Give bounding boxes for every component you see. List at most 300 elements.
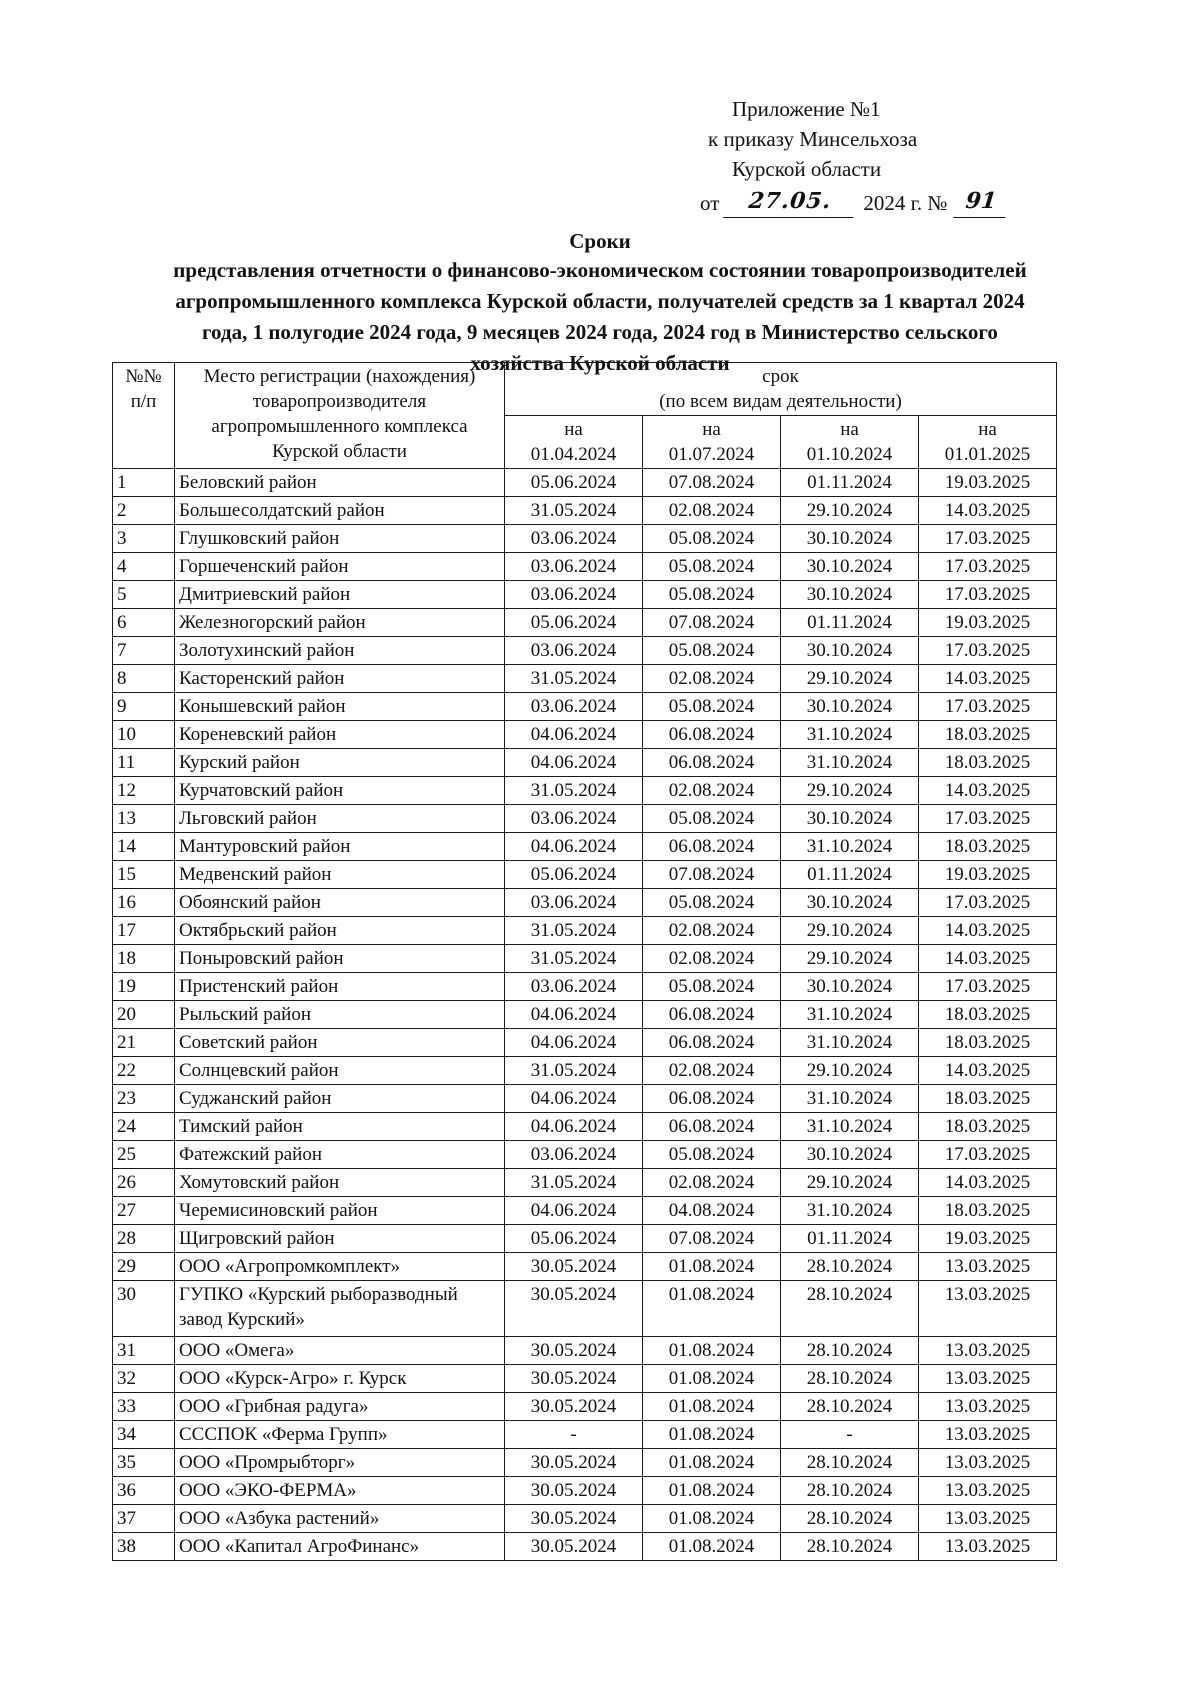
cell-d2: 02.08.2024	[643, 945, 781, 973]
cell-d2: 05.08.2024	[643, 805, 781, 833]
cell-d3: 30.10.2024	[781, 637, 919, 665]
cell-d3: 28.10.2024	[781, 1253, 919, 1281]
table-row	[113, 665, 1057, 693]
cell-d4: 17.03.2025	[919, 693, 1057, 721]
header-deadline-line-1: срок	[762, 366, 799, 387]
cell-name: Пристенский район	[175, 973, 505, 1001]
date-label: от	[700, 191, 720, 215]
cell-name: Солнцевский район	[175, 1057, 505, 1085]
cell-d4: 13.03.2025	[919, 1253, 1057, 1281]
cell-d4: 17.03.2025	[919, 581, 1057, 609]
cell-d1: 05.06.2024	[505, 861, 643, 889]
cell-num: 19	[113, 973, 175, 1001]
header-deadline-group	[505, 363, 1057, 416]
cell-d1: 30.05.2024	[505, 1365, 643, 1393]
table-row	[113, 609, 1057, 637]
cell-d4: 19.03.2025	[919, 1225, 1057, 1253]
cell-name: Обоянский район	[175, 889, 505, 917]
cell-d3: 29.10.2024	[781, 1169, 919, 1197]
cell-d2: 05.08.2024	[643, 637, 781, 665]
cell-d1: 30.05.2024	[505, 1449, 643, 1477]
cell-d4: 19.03.2025	[919, 469, 1057, 497]
cell-name: Щигровский район	[175, 1225, 505, 1253]
cell-d4: 19.03.2025	[919, 609, 1057, 637]
cell-num: 33	[113, 1393, 175, 1421]
order-date-line	[700, 186, 1120, 218]
cell-d3: 28.10.2024	[781, 1393, 919, 1421]
table-row	[113, 553, 1057, 581]
cell-num: 38	[113, 1533, 175, 1561]
cell-name: ООО «Капитал АгроФинанс»	[175, 1533, 505, 1561]
cell-d1: 04.06.2024	[505, 1085, 643, 1113]
cell-name: ГУПКО «Курский рыборазводный завод Курский»	[175, 1281, 505, 1337]
approval-header	[700, 94, 1120, 218]
cell-name: Мантуровский район	[175, 833, 505, 861]
cell-d2: 02.08.2024	[643, 497, 781, 525]
table-row	[113, 1029, 1057, 1057]
cell-d4: 17.03.2025	[919, 889, 1057, 917]
table-row	[113, 749, 1057, 777]
document-subtitle-line-2: агропромышленного комплекса Курской области, получателей средств за 1 квартал 2024	[175, 289, 1025, 313]
cell-d2: 06.08.2024	[643, 1029, 781, 1057]
cell-d3: 31.10.2024	[781, 1113, 919, 1141]
cell-d2: 02.08.2024	[643, 1169, 781, 1197]
cell-name: ООО «Грибная радуга»	[175, 1393, 505, 1421]
cell-d4: 13.03.2025	[919, 1533, 1057, 1561]
cell-name: Конышевский район	[175, 693, 505, 721]
header-date-3-prefix: на	[840, 419, 859, 440]
cell-d4: 14.03.2025	[919, 945, 1057, 973]
cell-d3: 29.10.2024	[781, 665, 919, 693]
cell-name: Фатежский район	[175, 1141, 505, 1169]
cell-d1: 30.05.2024	[505, 1281, 643, 1337]
cell-d1: 05.06.2024	[505, 469, 643, 497]
table-row	[113, 1113, 1057, 1141]
cell-name: Железногорский район	[175, 609, 505, 637]
cell-num: 3	[113, 525, 175, 553]
cell-d1: 03.06.2024	[505, 553, 643, 581]
cell-num: 10	[113, 721, 175, 749]
cell-name: Черемисиновский район	[175, 1197, 505, 1225]
cell-d2: 06.08.2024	[643, 1113, 781, 1141]
cell-d3: 30.10.2024	[781, 973, 919, 1001]
table-row	[113, 833, 1057, 861]
cell-d4: 18.03.2025	[919, 1197, 1057, 1225]
table-row	[113, 1085, 1057, 1113]
cell-d2: 05.08.2024	[643, 525, 781, 553]
cell-d2: 01.08.2024	[643, 1253, 781, 1281]
cell-d3: 31.10.2024	[781, 833, 919, 861]
cell-d3: 29.10.2024	[781, 1057, 919, 1085]
header-place	[175, 363, 505, 469]
cell-d2: 05.08.2024	[643, 973, 781, 1001]
cell-d1: 31.05.2024	[505, 665, 643, 693]
cell-d4: 19.03.2025	[919, 861, 1057, 889]
cell-d2: 05.08.2024	[643, 553, 781, 581]
table-row	[113, 1477, 1057, 1505]
cell-d3: 31.10.2024	[781, 749, 919, 777]
cell-d1: 03.06.2024	[505, 805, 643, 833]
cell-d3: 30.10.2024	[781, 553, 919, 581]
cell-d1: 31.05.2024	[505, 917, 643, 945]
table-row	[113, 1365, 1057, 1393]
cell-d3: 28.10.2024	[781, 1337, 919, 1365]
cell-d2: 07.08.2024	[643, 861, 781, 889]
cell-d1: 05.06.2024	[505, 1225, 643, 1253]
cell-name: Дмитриевский район	[175, 581, 505, 609]
cell-d4: 13.03.2025	[919, 1421, 1057, 1449]
header-place-line-4: Курской области	[272, 441, 407, 462]
cell-d3: 30.10.2024	[781, 693, 919, 721]
cell-num: 36	[113, 1477, 175, 1505]
cell-d3: 28.10.2024	[781, 1505, 919, 1533]
table-row	[113, 1057, 1057, 1085]
cell-num: 4	[113, 553, 175, 581]
table-row	[113, 805, 1057, 833]
cell-d2: 04.08.2024	[643, 1197, 781, 1225]
cell-name: ООО «ЭКО-ФЕРМА»	[175, 1477, 505, 1505]
cell-d1: 04.06.2024	[505, 1029, 643, 1057]
cell-d4: 17.03.2025	[919, 525, 1057, 553]
year-label: 2024 г. №	[863, 191, 948, 215]
cell-d2: 01.08.2024	[643, 1337, 781, 1365]
cell-d1: 31.05.2024	[505, 1057, 643, 1085]
cell-name: Большесолдатский район	[175, 497, 505, 525]
table-body	[113, 469, 1057, 1561]
cell-d2: 06.08.2024	[643, 1085, 781, 1113]
cell-num: 1	[113, 469, 175, 497]
header-row-number	[113, 363, 175, 469]
header-date-column-4	[919, 416, 1057, 469]
cell-d3: 31.10.2024	[781, 1197, 919, 1225]
cell-d2: 06.08.2024	[643, 833, 781, 861]
cell-num: 11	[113, 749, 175, 777]
cell-d3: 28.10.2024	[781, 1477, 919, 1505]
table-row	[113, 637, 1057, 665]
header-deadline-line-2: (по всем видам деятельности)	[659, 391, 902, 412]
cell-d3: 28.10.2024	[781, 1449, 919, 1477]
cell-name: Глушковский район	[175, 525, 505, 553]
cell-name: Горшеченский район	[175, 553, 505, 581]
header-date-1-prefix: на	[564, 419, 583, 440]
cell-name: ООО «Курск-Агро» г. Курск	[175, 1365, 505, 1393]
cell-d3: 30.10.2024	[781, 581, 919, 609]
cell-num: 22	[113, 1057, 175, 1085]
cell-d2: 06.08.2024	[643, 749, 781, 777]
cell-d3: 28.10.2024	[781, 1533, 919, 1561]
cell-name: Золотухинский район	[175, 637, 505, 665]
cell-d2: 01.08.2024	[643, 1393, 781, 1421]
header-date-4-value: 01.01.2025	[944, 444, 1031, 465]
cell-d1: 30.05.2024	[505, 1337, 643, 1365]
cell-d1: 30.05.2024	[505, 1505, 643, 1533]
cell-d4: 13.03.2025	[919, 1505, 1057, 1533]
cell-d1: -	[505, 1421, 643, 1449]
cell-d2: 02.08.2024	[643, 665, 781, 693]
cell-num: 13	[113, 805, 175, 833]
cell-d4: 18.03.2025	[919, 749, 1057, 777]
cell-num: 24	[113, 1113, 175, 1141]
cell-name: Поныровский район	[175, 945, 505, 973]
cell-num: 14	[113, 833, 175, 861]
cell-d4: 17.03.2025	[919, 1141, 1057, 1169]
handwritten-date: 27.05.	[724, 186, 857, 218]
cell-name: ООО «Агропромкомплект»	[175, 1253, 505, 1281]
cell-d2: 05.08.2024	[643, 889, 781, 917]
table-row	[113, 581, 1057, 609]
table-row	[113, 1449, 1057, 1477]
cell-d4: 17.03.2025	[919, 553, 1057, 581]
cell-d1: 31.05.2024	[505, 777, 643, 805]
table-row	[113, 945, 1057, 973]
table-head	[113, 363, 1057, 469]
cell-num: 9	[113, 693, 175, 721]
header-row-number-line-1: №№	[125, 366, 162, 387]
cell-d1: 30.05.2024	[505, 1477, 643, 1505]
cell-name: ООО «Промрыбторг»	[175, 1449, 505, 1477]
cell-d2: 01.08.2024	[643, 1365, 781, 1393]
cell-name: ООО «Азбука растений»	[175, 1505, 505, 1533]
table-row	[113, 1253, 1057, 1281]
cell-d2: 01.08.2024	[643, 1449, 781, 1477]
cell-d2: 02.08.2024	[643, 917, 781, 945]
cell-num: 28	[113, 1225, 175, 1253]
cell-d3: 30.10.2024	[781, 889, 919, 917]
cell-d1: 03.06.2024	[505, 973, 643, 1001]
cell-d4: 13.03.2025	[919, 1449, 1057, 1477]
document-title-block	[100, 228, 1100, 378]
cell-d3: -	[781, 1421, 919, 1449]
document-subtitle-line-3: года, 1 полугодие 2024 года, 9 месяцев 2024 года, 2024 год в Министерство сельского	[202, 320, 998, 344]
table-row	[113, 1393, 1057, 1421]
table-row	[113, 1225, 1057, 1253]
table-row	[113, 973, 1057, 1001]
cell-name: СССПОК «Ферма Групп»	[175, 1421, 505, 1449]
header-date-column-1	[505, 416, 643, 469]
cell-name: Хомутовский район	[175, 1169, 505, 1197]
cell-d3: 01.11.2024	[781, 469, 919, 497]
cell-d1: 03.06.2024	[505, 637, 643, 665]
table-row	[113, 525, 1057, 553]
cell-num: 30	[113, 1281, 175, 1337]
cell-d1: 04.06.2024	[505, 833, 643, 861]
cell-d2: 07.08.2024	[643, 1225, 781, 1253]
cell-d2: 06.08.2024	[643, 1001, 781, 1029]
table-row	[113, 497, 1057, 525]
order-region-line: Курской области	[732, 157, 882, 181]
header-date-1-value: 01.04.2024	[530, 444, 617, 465]
cell-d4: 18.03.2025	[919, 1029, 1057, 1057]
cell-name: Курчатовский район	[175, 777, 505, 805]
cell-d3: 01.11.2024	[781, 861, 919, 889]
cell-d4: 18.03.2025	[919, 1001, 1057, 1029]
cell-name: Льговский район	[175, 805, 505, 833]
document-subtitle-line-1: представления отчетности о финансово-экономическом состоянии товаропроизводителей	[173, 258, 1027, 282]
table-row	[113, 889, 1057, 917]
cell-num: 20	[113, 1001, 175, 1029]
deadlines-table	[112, 362, 1057, 1561]
cell-d4: 18.03.2025	[919, 721, 1057, 749]
cell-num: 6	[113, 609, 175, 637]
cell-d1: 03.06.2024	[505, 1141, 643, 1169]
cell-d4: 13.03.2025	[919, 1365, 1057, 1393]
header-date-3-value: 01.10.2024	[806, 444, 893, 465]
cell-d3: 28.10.2024	[781, 1281, 919, 1337]
cell-d4: 18.03.2025	[919, 1085, 1057, 1113]
cell-name: Кореневский район	[175, 721, 505, 749]
header-date-4-prefix: на	[978, 419, 997, 440]
cell-name: Медвенский район	[175, 861, 505, 889]
table-row	[113, 1141, 1057, 1169]
cell-num: 16	[113, 889, 175, 917]
cell-d4: 13.03.2025	[919, 1337, 1057, 1365]
table-row	[113, 861, 1057, 889]
header-date-2-value: 01.07.2024	[668, 444, 755, 465]
cell-d4: 14.03.2025	[919, 665, 1057, 693]
cell-d3: 01.11.2024	[781, 609, 919, 637]
deadlines-table-wrapper	[112, 362, 1056, 1561]
cell-d2: 06.08.2024	[643, 721, 781, 749]
cell-d4: 14.03.2025	[919, 1057, 1057, 1085]
header-row-number-line-2: п/п	[130, 391, 157, 412]
cell-d4: 17.03.2025	[919, 973, 1057, 1001]
appendix-number: Приложение №1	[732, 97, 881, 121]
cell-name: Рыльский район	[175, 1001, 505, 1029]
cell-d4: 14.03.2025	[919, 497, 1057, 525]
cell-d1: 03.06.2024	[505, 581, 643, 609]
cell-d3: 29.10.2024	[781, 497, 919, 525]
table-row	[113, 469, 1057, 497]
cell-d1: 31.05.2024	[505, 945, 643, 973]
cell-d4: 13.03.2025	[919, 1393, 1057, 1421]
cell-d3: 30.10.2024	[781, 1141, 919, 1169]
cell-d3: 29.10.2024	[781, 917, 919, 945]
table-row	[113, 1337, 1057, 1365]
header-date-column-2	[643, 416, 781, 469]
cell-d1: 31.05.2024	[505, 497, 643, 525]
table-row	[113, 693, 1057, 721]
cell-d2: 01.08.2024	[643, 1421, 781, 1449]
cell-name: Беловский район	[175, 469, 505, 497]
table-row	[113, 1169, 1057, 1197]
cell-name: Октябрьский район	[175, 917, 505, 945]
cell-d3: 29.10.2024	[781, 945, 919, 973]
cell-d4: 14.03.2025	[919, 777, 1057, 805]
table-row	[113, 1505, 1057, 1533]
cell-d2: 02.08.2024	[643, 777, 781, 805]
cell-d3: 29.10.2024	[781, 777, 919, 805]
table-row	[113, 721, 1057, 749]
cell-d1: 04.06.2024	[505, 721, 643, 749]
cell-num: 21	[113, 1029, 175, 1057]
header-date-column-3	[781, 416, 919, 469]
table-row	[113, 1197, 1057, 1225]
cell-num: 31	[113, 1337, 175, 1365]
cell-d1: 04.06.2024	[505, 749, 643, 777]
table-row	[113, 917, 1057, 945]
table-row	[113, 1281, 1057, 1337]
cell-num: 23	[113, 1085, 175, 1113]
cell-num: 35	[113, 1449, 175, 1477]
cell-d3: 01.11.2024	[781, 1225, 919, 1253]
cell-d1: 03.06.2024	[505, 525, 643, 553]
cell-d3: 30.10.2024	[781, 525, 919, 553]
cell-d3: 30.10.2024	[781, 805, 919, 833]
cell-d2: 01.08.2024	[643, 1477, 781, 1505]
header-date-2-prefix: на	[702, 419, 721, 440]
cell-d1: 04.06.2024	[505, 1113, 643, 1141]
cell-d4: 17.03.2025	[919, 805, 1057, 833]
cell-num: 37	[113, 1505, 175, 1533]
cell-d4: 14.03.2025	[919, 917, 1057, 945]
cell-d3: 31.10.2024	[781, 1001, 919, 1029]
cell-d1: 04.06.2024	[505, 1197, 643, 1225]
cell-d4: 17.03.2025	[919, 637, 1057, 665]
handwritten-order-number: 91	[954, 186, 1009, 218]
cell-d3: 28.10.2024	[781, 1365, 919, 1393]
cell-num: 5	[113, 581, 175, 609]
cell-name: Советский район	[175, 1029, 505, 1057]
cell-num: 2	[113, 497, 175, 525]
header-place-line-1: Место регистрации (нахождения)	[203, 366, 476, 387]
document-subtitle-line-4: хозяйства Курской области	[470, 351, 730, 375]
cell-num: 29	[113, 1253, 175, 1281]
cell-num: 18	[113, 945, 175, 973]
cell-d1: 03.06.2024	[505, 693, 643, 721]
cell-d2: 01.08.2024	[643, 1505, 781, 1533]
cell-num: 34	[113, 1421, 175, 1449]
cell-d1: 05.06.2024	[505, 609, 643, 637]
header-place-line-3: агропромышленного комплекса	[211, 416, 468, 437]
cell-d1: 30.05.2024	[505, 1533, 643, 1561]
cell-name: Суджанский район	[175, 1085, 505, 1113]
cell-num: 7	[113, 637, 175, 665]
cell-name: Курский район	[175, 749, 505, 777]
cell-d4: 14.03.2025	[919, 1169, 1057, 1197]
cell-num: 26	[113, 1169, 175, 1197]
cell-d3: 31.10.2024	[781, 1029, 919, 1057]
table-row	[113, 1533, 1057, 1561]
cell-d2: 05.08.2024	[643, 693, 781, 721]
header-row-top	[113, 363, 1057, 416]
cell-num: 15	[113, 861, 175, 889]
table-row	[113, 1421, 1057, 1449]
cell-d3: 31.10.2024	[781, 721, 919, 749]
cell-num: 25	[113, 1141, 175, 1169]
cell-name: Тимский район	[175, 1113, 505, 1141]
cell-num: 12	[113, 777, 175, 805]
cell-d2: 05.08.2024	[643, 581, 781, 609]
cell-d4: 18.03.2025	[919, 1113, 1057, 1141]
document-heading: Сроки	[569, 229, 631, 253]
table-row	[113, 777, 1057, 805]
cell-d3: 31.10.2024	[781, 1085, 919, 1113]
cell-d1: 03.06.2024	[505, 889, 643, 917]
cell-num: 27	[113, 1197, 175, 1225]
cell-d1: 31.05.2024	[505, 1169, 643, 1197]
cell-d1: 30.05.2024	[505, 1253, 643, 1281]
cell-d4: 13.03.2025	[919, 1477, 1057, 1505]
cell-d2: 07.08.2024	[643, 609, 781, 637]
header-place-line-2: товаропроизводителя	[252, 391, 427, 412]
table-row	[113, 1001, 1057, 1029]
cell-num: 8	[113, 665, 175, 693]
cell-d4: 13.03.2025	[919, 1281, 1057, 1337]
cell-d2: 01.08.2024	[643, 1281, 781, 1337]
order-authority-line: к приказу Минсельхоза	[708, 127, 918, 151]
cell-d1: 04.06.2024	[505, 1001, 643, 1029]
cell-d4: 18.03.2025	[919, 833, 1057, 861]
